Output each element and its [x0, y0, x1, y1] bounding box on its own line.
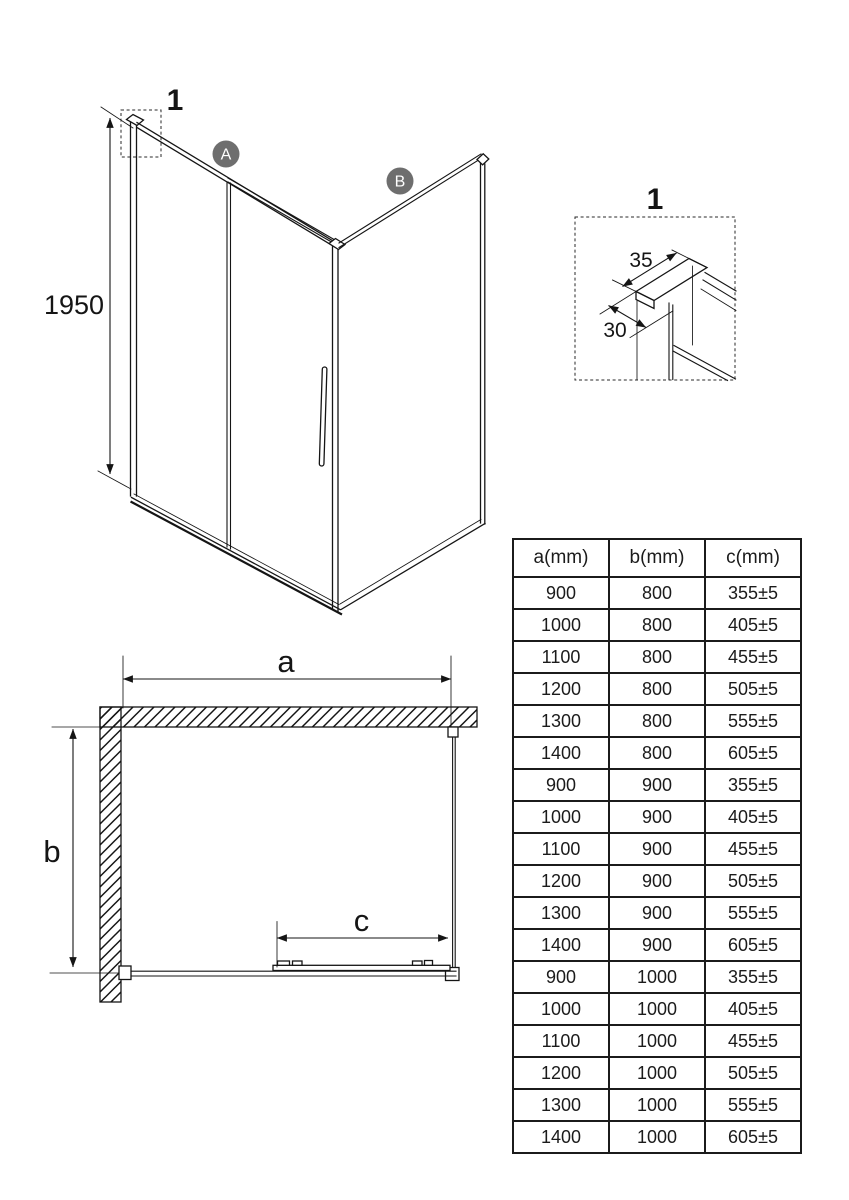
table-cell: 505±5 — [705, 865, 801, 897]
table-cell: 1200 — [513, 865, 609, 897]
table-cell: 800 — [609, 641, 705, 673]
table-row — [513, 833, 801, 865]
table-cell: 1100 — [513, 641, 609, 673]
profile-width-value: 35 — [629, 249, 653, 272]
table-cell: 800 — [609, 673, 705, 705]
door-label: A — [220, 146, 232, 164]
table-cell: 1000 — [609, 993, 705, 1025]
table-cell: 800 — [609, 577, 705, 609]
door-width-dimension-c — [277, 903, 448, 967]
table-cell: 1000 — [609, 1121, 705, 1153]
table-cell: 900 — [609, 769, 705, 801]
detail-callout-number: 1 — [166, 84, 184, 117]
depth-label-b: b — [43, 834, 61, 869]
table-cell: 900 — [513, 769, 609, 801]
table-cell: 1000 — [513, 801, 609, 833]
table-cell: 900 — [609, 897, 705, 929]
width-label-a: a — [277, 644, 295, 679]
table-cell: 1400 — [513, 929, 609, 961]
table-row — [513, 609, 801, 641]
sliding-door-edge — [227, 183, 231, 549]
table-cell: 505±5 — [705, 1057, 801, 1089]
table-row — [513, 577, 801, 609]
plan-view — [43, 644, 477, 1002]
table-cell: 1200 — [513, 1057, 609, 1089]
table-cell: 405±5 — [705, 609, 801, 641]
table-cell: 1000 — [609, 1057, 705, 1089]
table-cell: 355±5 — [705, 577, 801, 609]
table-cell: 605±5 — [705, 929, 801, 961]
table-row — [513, 737, 801, 769]
table-cell: 405±5 — [705, 801, 801, 833]
column-header: c(mm) — [705, 539, 801, 577]
table-cell: 800 — [609, 609, 705, 641]
column-header: b(mm) — [609, 539, 705, 577]
table-cell: 555±5 — [705, 897, 801, 929]
table-cell: 800 — [609, 705, 705, 737]
table-cell: 455±5 — [705, 1025, 801, 1057]
left-wall-profile — [127, 115, 144, 497]
table-cell: 405±5 — [705, 993, 801, 1025]
table-row — [513, 897, 801, 929]
door-label-badge — [213, 141, 240, 168]
table-cell: 800 — [609, 737, 705, 769]
table-cell: 1000 — [513, 993, 609, 1025]
table-cell: 1000 — [513, 609, 609, 641]
table-cell: 1000 — [609, 1025, 705, 1057]
table-cell: 455±5 — [705, 641, 801, 673]
table-cell: 505±5 — [705, 673, 801, 705]
table-cell: 1000 — [609, 961, 705, 993]
table-row — [513, 1121, 801, 1153]
top-wall — [100, 707, 477, 727]
profile-depth-value: 30 — [603, 319, 627, 342]
table-cell: 1100 — [513, 833, 609, 865]
table-cell: 900 — [513, 961, 609, 993]
table-cell: 900 — [609, 833, 705, 865]
table-row — [513, 993, 801, 1025]
size-table-head-row — [513, 539, 801, 577]
detail-view — [575, 183, 736, 381]
corner-post — [329, 239, 345, 612]
table-row — [513, 1025, 801, 1057]
table-row — [513, 641, 801, 673]
table-cell: 900 — [609, 801, 705, 833]
table-cell: 1300 — [513, 1089, 609, 1121]
top-rail — [137, 123, 338, 250]
height-dimension — [44, 107, 133, 489]
table-cell: 1400 — [513, 1121, 609, 1153]
table-row — [513, 1057, 801, 1089]
table-cell: 1200 — [513, 673, 609, 705]
size-table-body — [513, 577, 801, 1153]
table-cell: 355±5 — [705, 769, 801, 801]
table-cell: 605±5 — [705, 737, 801, 769]
table-cell: 900 — [609, 865, 705, 897]
side-panel-label-badge — [387, 168, 414, 195]
side-panel — [339, 154, 489, 610]
perspective-view — [44, 84, 489, 614]
height-dimension-value: 1950 — [44, 290, 105, 320]
table-row — [513, 801, 801, 833]
table-cell: 1000 — [609, 1089, 705, 1121]
table-cell: 555±5 — [705, 705, 801, 737]
table-cell: 555±5 — [705, 1089, 801, 1121]
table-row — [513, 929, 801, 961]
table-cell: 1300 — [513, 705, 609, 737]
wall-profile-section — [636, 259, 736, 381]
left-wall — [100, 707, 121, 1002]
detail-view-number: 1 — [646, 183, 664, 216]
table-row — [513, 865, 801, 897]
table-cell: 900 — [513, 577, 609, 609]
side-panel-label: B — [394, 173, 406, 191]
table-row — [513, 705, 801, 737]
bottom-rail — [132, 494, 342, 614]
door-track-plan — [119, 961, 456, 980]
table-row — [513, 673, 801, 705]
table-row — [513, 1089, 801, 1121]
table-row — [513, 769, 801, 801]
column-header: a(mm) — [513, 539, 609, 577]
table-cell: 1300 — [513, 897, 609, 929]
table-cell: 1400 — [513, 737, 609, 769]
table-cell: 355±5 — [705, 961, 801, 993]
door-width-label-c: c — [353, 903, 370, 938]
table-cell: 900 — [609, 929, 705, 961]
table-row — [513, 961, 801, 993]
table-cell: 455±5 — [705, 833, 801, 865]
door-handle — [319, 367, 327, 466]
table-cell: 1100 — [513, 1025, 609, 1057]
side-panel-plan — [446, 727, 460, 981]
sliding-door-plan — [273, 965, 450, 970]
table-cell: 605±5 — [705, 1121, 801, 1153]
size-table — [512, 538, 802, 1154]
